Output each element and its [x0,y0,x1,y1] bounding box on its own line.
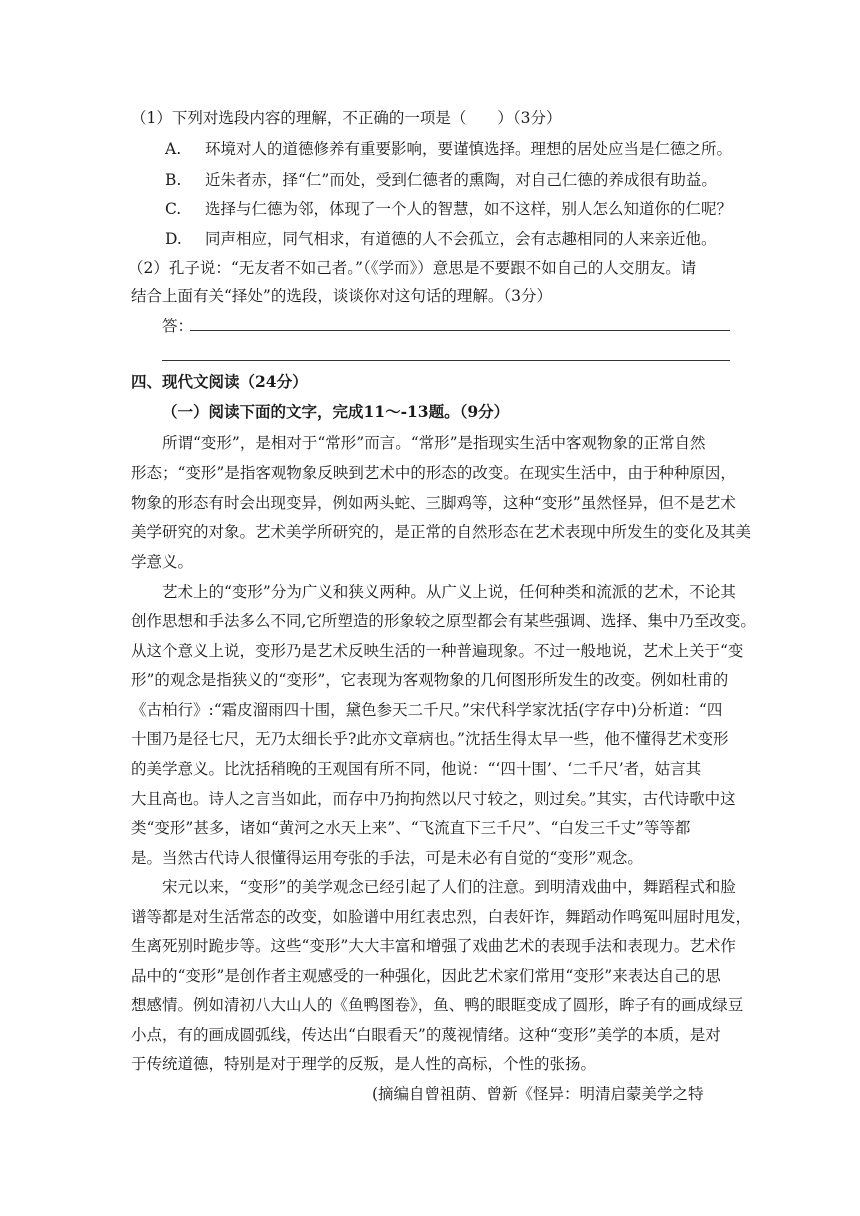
passage-line: 所谓“变形”，是相对于“常形”而言。“常形”是指现实生活中客观物象的正常自然 [162,434,706,452]
passage-line: 的美学意义。比沈括稍晚的王观国有所不同，他说：“‘四十围’、‘二千尺’者，姑言其 [131,760,702,778]
passage-line: 生离死别时跪步等。这些“变形”大大丰富和增强了戏曲艺术的表现手法和表现力。艺术作 [131,937,736,955]
passage-line: 于传统道德，特别是对于理学的反叛，是人性的高标，个性的张扬。 [131,1055,597,1073]
option-b-letter: B. [165,171,182,189]
option-a-text: 环境对人的道德修养有重要影响，要谨慎选择。理想的居处应当是仁德之所。 [205,140,733,158]
passage-line: 是。当然古代诗人很懂得运用夸张的手法，可是未必有自觉的“变形”观念。 [131,849,643,867]
section-subheading: （一）阅读下面的文字，完成11～-13题。（9分） [162,402,510,421]
section-heading: 四、现代文阅读（24分） [131,372,308,391]
passage-line: 《古柏行》:“霜皮溜雨四十围，黛色参天二千尺。”宋代科学家沈括(字存中)分析道：“四 [131,701,723,719]
passage-line: 类“变形”甚多，诸如“黄河之水天上来”、“飞流直下三千尺”、“白发三千丈”等等都 [131,819,691,837]
passage-line: 美学研究的对象。艺术美学所研究的，是正常的自然形态在艺术表现中所发生的变化及其美 [131,523,752,541]
q1-stem: （1）下列对选段内容的理解，不正确的一项是（ ）（3分） [131,109,562,127]
passage-line: 创作思想和手法多么不同,它所塑造的形象较之原型都会有某些强调、选择、集中乃至改变。 [131,612,756,630]
passage-line: 谱等都是对生活常态的改变，如脸谱中用红表忠烈，白表奸诈，舞蹈动作鸣冤叫屈时甩发， [131,908,752,926]
q2-stem-line1: （2）孔子说：“无友者不如己者。”（《学而》）意思是不要跟不如自己的人交朋友。请 [128,259,697,277]
option-c-text: 选择与仁德为邻，体现了一个人的智慧，如不这样，别人怎么知道你的仁呢？ [205,200,733,218]
option-d-letter: D. [165,230,182,248]
passage-line: 想感情。例如清初八大山人的《鱼鸭图卷》，鱼、鸭的眼眶变成了圆形，眸子有的画成绿豆 [131,996,744,1014]
option-a-letter: A. [165,140,182,158]
passage-line: 宋元以来，“变形”的美学观念已经引起了人们的注意。到明清戏曲中，舞蹈程式和脸 [162,878,736,896]
answer-line-2[interactable] [162,360,730,361]
source-citation: (摘编自曾祖荫、曾新《怪异：明清启蒙美学之特 [372,1085,704,1103]
passage-line: 小点，有的画成圆弧线，传达出“白眼看天”的蔑视情绪。这种“变形”美学的本质，是对 [131,1026,721,1044]
passage-line: 形”的观念是指狭义的“变形”，它表现为客观物象的几何图形所发生的改变。例如杜甫的 [131,671,729,689]
passage-line: 大且高也。诗人之言当如此，而存中乃拘拘然以尺寸较之，则过矣。”其实，古代诗歌中这 [131,790,736,808]
passage-line: 形态；“变形”是指客观物象反映到艺术中的形态的改变。在现实生活中，由于种种原因， [131,464,736,482]
option-c-letter: C. [165,200,182,218]
answer-line-1[interactable] [190,330,730,331]
passage-line: 从这个意义上说，变形乃是艺术反映生活的一种普遍现象。不过一般地说，艺术上关于“变 [131,642,744,660]
passage-line: 品中的“变形”是创作者主观感受的一种强化，因此艺术家们常用“变形”来表达自己的思 [131,967,721,985]
passage-line: 物象的形态有时会出现变异，例如两头蛇、三脚鸡等，这种“变形”虽然怪异，但不是艺术 [131,494,736,512]
passage-line: 艺术上的“变形”分为广义和狭义两种。从广义上说，任何种类和流派的艺术，不论其 [162,583,736,601]
option-b-text: 近朱者赤，择“仁”而处，受到仁德者的熏陶，对自己仁德的养成很有助益。 [205,171,717,189]
option-d-text: 同声相应，同气相求，有道德的人不会孤立，会有志趣相同的人来亲近他。 [205,230,717,248]
passage-line: 十围乃是径七尺，无乃太细长乎?此亦文章病也。”沈括生得太早一些，他不懂得艺术变形 [131,730,729,748]
answer-label: 答： [162,317,194,335]
q2-stem-line2: 结合上面有关“择处”的选段，谈谈你对这句话的理解。（3分） [131,287,552,305]
passage-line: 学意义。 [131,553,194,571]
